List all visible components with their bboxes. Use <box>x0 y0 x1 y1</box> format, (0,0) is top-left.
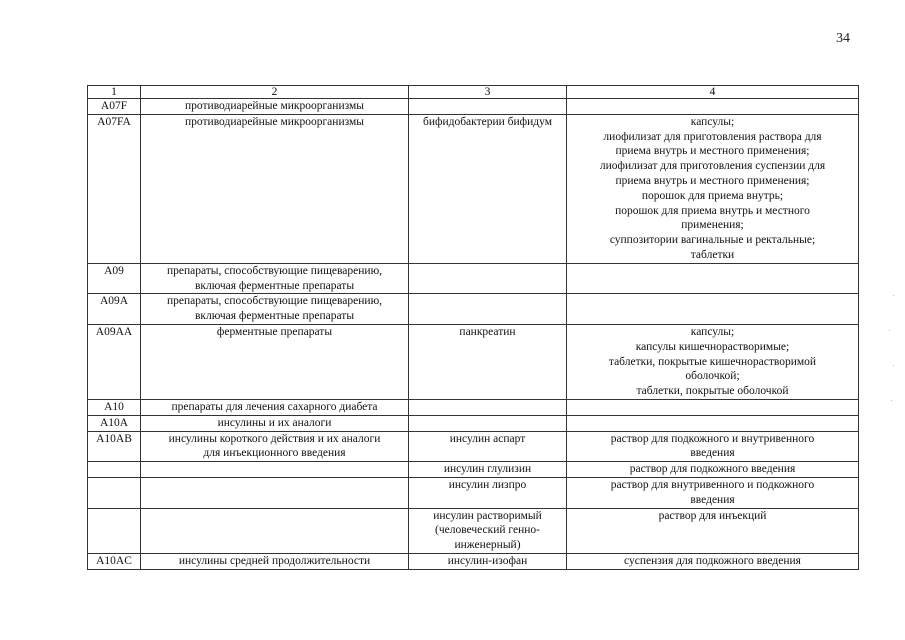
table-row <box>88 508 859 553</box>
cell-text-line: препараты, способствующие пищеварению, <box>166 264 383 277</box>
forms-cell <box>567 477 859 508</box>
cell-text-line: применения; <box>681 219 744 232</box>
cell-text-line: введения <box>690 493 735 506</box>
group-cell <box>141 431 409 462</box>
cell-text-line: суппозитории вагинальные и ректальные; <box>609 234 816 247</box>
header-row <box>88 86 859 99</box>
cell-text-line: (человеческий генно- <box>435 524 540 537</box>
cell-text-line: раствор для подкожного введения <box>629 463 796 476</box>
forms-cell <box>567 415 859 431</box>
table-body <box>88 86 859 570</box>
cell-text-line: таблетки, покрытые кишечнорастворимой <box>608 355 817 368</box>
group-cell <box>141 553 409 569</box>
substance-cell <box>409 508 567 553</box>
header-cell-4: 4 <box>567 86 859 99</box>
cell-text-line: инсулин растворимый <box>433 509 542 522</box>
code-cell <box>88 324 141 399</box>
forms-cell <box>567 263 859 294</box>
forms-cell <box>567 324 859 399</box>
substance-cell <box>409 99 567 115</box>
group-cell <box>141 462 409 478</box>
cell-text-line: противодиарейные микроорганизмы <box>185 115 364 128</box>
table-row <box>88 553 859 569</box>
forms-cell <box>567 99 859 115</box>
code-cell <box>88 263 141 294</box>
group-cell <box>141 477 409 508</box>
table-row <box>88 415 859 431</box>
substance-cell <box>409 294 567 325</box>
cell-text-line: A10AC <box>96 554 132 567</box>
code-cell <box>88 399 141 415</box>
header-cell-1: 1 <box>88 86 141 99</box>
header-cell-2: 2 <box>141 86 409 99</box>
group-cell <box>141 399 409 415</box>
forms-cell <box>567 431 859 462</box>
cell-text-line: лиофилизат для приготовления суспензии для <box>599 160 826 173</box>
cell-text-line: оболочкой; <box>685 370 740 383</box>
table-row <box>88 477 859 508</box>
forms-cell <box>567 294 859 325</box>
cell-text-line: для инъекционного введения <box>203 447 346 460</box>
cell-text-line: введения <box>690 447 735 460</box>
substance-cell <box>409 477 567 508</box>
cell-text-line: лиофилизат для приготовления раствора для <box>603 130 822 143</box>
scan-speck <box>891 400 892 401</box>
group-cell <box>141 508 409 553</box>
cell-text-line: капсулы; <box>690 115 735 128</box>
substance-cell <box>409 399 567 415</box>
code-cell <box>88 99 141 115</box>
cell-text-line: препараты, способствующие пищеварению, <box>166 295 383 308</box>
table-row <box>88 431 859 462</box>
scan-speck <box>893 295 894 296</box>
cell-text-line: ферментные препараты <box>216 325 333 338</box>
cell-text-line: инсулин-изофан <box>447 554 528 567</box>
cell-text-line: A10AB <box>96 432 132 445</box>
cell-text-line: панкреатин <box>459 325 516 338</box>
substance-cell <box>409 114 567 263</box>
cell-text-line: A09 <box>104 264 124 277</box>
table-row <box>88 324 859 399</box>
table-row <box>88 294 859 325</box>
cell-text-line: препараты для лечения сахарного диабета <box>171 400 378 413</box>
cell-text-line: противодиарейные микроорганизмы <box>185 100 364 112</box>
cell-text-line: раствор для подкожного и внутривенного <box>610 432 815 445</box>
cell-text-line: A09A <box>99 295 129 308</box>
cell-text-line: включая ферментные препараты <box>194 279 355 292</box>
table-row <box>88 399 859 415</box>
group-cell <box>141 415 409 431</box>
code-cell <box>88 431 141 462</box>
drug-list-table <box>87 85 859 570</box>
header-cell-3: 3 <box>409 86 567 99</box>
group-cell <box>141 294 409 325</box>
cell-text-line: раствор для инъекций <box>658 509 767 522</box>
table-row <box>88 263 859 294</box>
cell-text-line: инсулины средней продолжительности <box>178 554 371 567</box>
scan-speck <box>893 365 894 366</box>
code-cell <box>88 508 141 553</box>
forms-cell <box>567 553 859 569</box>
code-cell <box>88 294 141 325</box>
group-cell <box>141 114 409 263</box>
cell-text-line: инсулины и их аналоги <box>217 416 332 429</box>
cell-text-line: порошок для приема внутрь; <box>641 189 784 202</box>
forms-cell <box>567 508 859 553</box>
forms-cell <box>567 399 859 415</box>
forms-cell <box>567 462 859 478</box>
cell-text-line: приема внутрь и местного применения; <box>615 174 810 187</box>
page-number: 34 <box>836 31 850 46</box>
cell-text-line: капсулы; <box>690 325 735 338</box>
substance-cell <box>409 462 567 478</box>
cell-text-line: раствор для внутривенного и подкожного <box>610 478 815 491</box>
group-cell <box>141 324 409 399</box>
code-cell <box>88 462 141 478</box>
cell-text-line: бифидобактерии бифидум <box>422 115 552 128</box>
cell-text-line: A07FA <box>97 115 131 128</box>
group-cell <box>141 263 409 294</box>
substance-cell <box>409 324 567 399</box>
scan-speck <box>889 330 890 331</box>
cell-text-line: таблетки <box>690 248 735 261</box>
cell-text-line: инсулин лизпро <box>448 478 527 491</box>
code-cell <box>88 553 141 569</box>
cell-text-line: приема внутрь и местного применения; <box>615 145 810 158</box>
cell-text-line: A10 <box>104 400 124 413</box>
cell-text-line: A07F <box>100 100 128 112</box>
code-cell <box>88 415 141 431</box>
cell-text-line: инженерный) <box>454 539 521 552</box>
table-row <box>88 99 859 115</box>
cell-text-line: инсулин глулизин <box>443 463 532 476</box>
group-cell <box>141 99 409 115</box>
substance-cell <box>409 431 567 462</box>
code-cell <box>88 114 141 263</box>
cell-text-line: инсулины короткого действия и их аналоги <box>168 432 381 445</box>
cell-text-line: таблетки, покрытые оболочкой <box>636 385 789 398</box>
cell-text-line: суспензия для подкожного введения <box>624 554 801 567</box>
cell-text-line: инсулин аспарт <box>449 432 526 445</box>
substance-cell <box>409 553 567 569</box>
cell-text-line: A09AA <box>95 325 133 338</box>
table-row <box>88 462 859 478</box>
cell-text-line: A10A <box>99 416 129 429</box>
cell-text-line: порошок для приема внутрь и местного <box>615 204 810 217</box>
code-cell <box>88 477 141 508</box>
forms-cell <box>567 114 859 263</box>
substance-cell <box>409 415 567 431</box>
substance-cell <box>409 263 567 294</box>
cell-text-line: капсулы кишечнорастворимые; <box>635 340 790 353</box>
table-row <box>88 114 859 263</box>
cell-text-line: включая ферментные препараты <box>194 310 355 323</box>
